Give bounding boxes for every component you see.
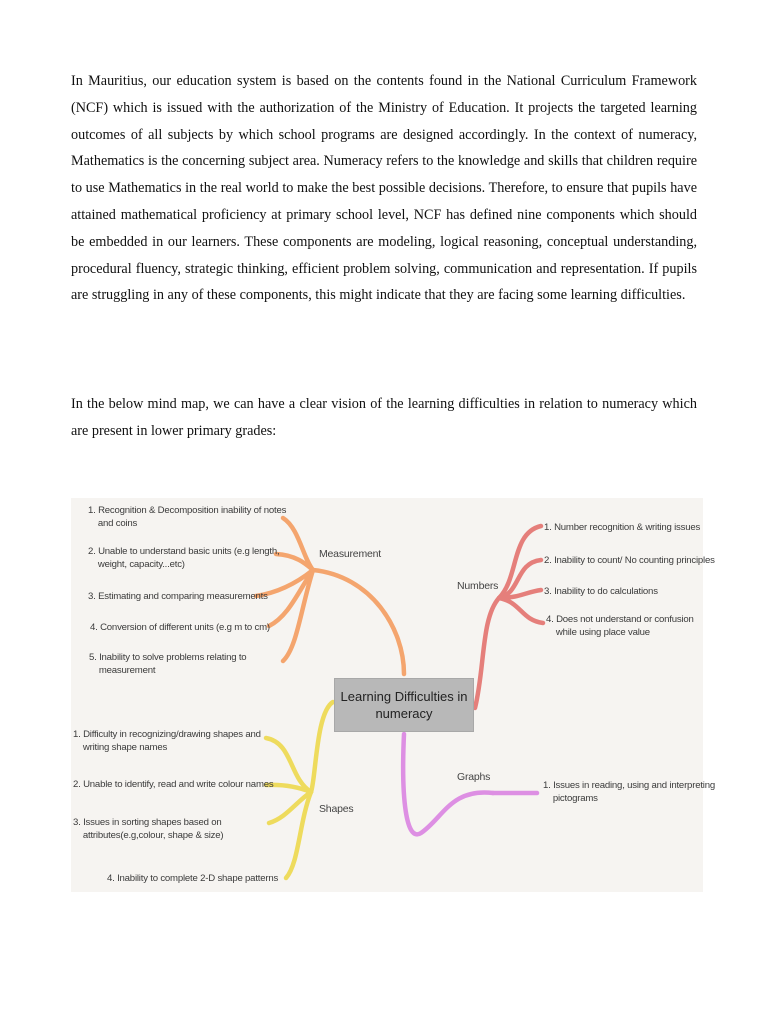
measurement-item-5: 5. Inability to solve problems relating to measurement	[89, 652, 247, 676]
shapes-item-1: 1. Difficulty in recognizing/drawing shapes and writing shape names	[73, 729, 261, 753]
mind-map-intro-paragraph: In the below mind map, we can have a clear vision of the learning difficulties in relation to numeracy which are present in lower primary grades:	[71, 396, 697, 439]
graphs-trunk	[403, 734, 493, 834]
measurement-item-4: 4. Conversion of different units (e.g m to cm)	[90, 622, 270, 633]
intro-paragraph: In Mauritius, our education system is based on the contents found in the National Curriculum Framework (NCF) which is issued with the authorization of the Ministry of Education. It projects the targeted learning outcomes of all subjects by which school programs are designed accordingly. In the context of numeracy, Mathematics is the concerning subject area. Numeracy refers to the knowledge and skills that children require to use Mathematics in the real world to make the best possible decisions. Therefore, to ensure that pupils have attained mathematical proficiency at primary school level, NCF has defined nine components which should be embedded in our learners. These components are modeling, logical reasoning, conceptual understanding, procedural fluency, strategic thinking, efficient problem solving, communication and representation. If pupils are struggling in any of these components, this might indicate that they are facing some learning difficulties.	[71, 73, 697, 304]
mind-map	[71, 498, 715, 892]
shapes-trunk	[311, 702, 333, 792]
numbers-item-2: 2. Inability to count/ No counting principles	[544, 555, 715, 566]
numbers-branch	[475, 526, 543, 708]
numbers-item-3: 3. Inability to do calculations	[544, 586, 658, 597]
numbers-trunk	[475, 598, 499, 708]
measurement-trunk	[313, 570, 404, 674]
graphs-item-1: 1. Issues in reading, using and interpreting pictograms	[543, 780, 715, 804]
measurement-item-3: 3. Estimating and comparing measurements	[88, 591, 268, 602]
center-node: Learning Difficulties in numeracy	[334, 678, 474, 732]
measurement-connector-1	[283, 518, 313, 570]
shapes-item-4: 4. Inability to complete 2-D shape patterns	[107, 873, 279, 884]
shapes-item-2: 2. Unable to identify, read and write colour names	[73, 779, 274, 790]
measurement-label: Measurement	[319, 548, 381, 560]
graphs-label: Graphs	[457, 771, 491, 783]
numbers-item-1: 1. Number recognition & writing issues	[544, 522, 701, 533]
shapes-item-3: 3. Issues in sorting shapes based on attributes(e.g,colour, shape & size)	[73, 817, 224, 841]
graphs-branch	[403, 734, 537, 834]
numbers-label: Numbers	[457, 580, 499, 592]
numbers-connector-4	[499, 598, 543, 623]
measurement-item-1: 1. Recognition & Decomposition inability of notes and coins	[88, 505, 287, 529]
shapes-branch	[266, 702, 333, 878]
measurement-connector-5	[283, 570, 313, 661]
measurement-branch	[256, 518, 404, 674]
shapes-label: Shapes	[319, 803, 354, 815]
numbers-item-4: 4. Does not understand or confusion while using place value	[546, 614, 694, 638]
measurement-item-2: 2. Unable to understand basic units (e.g length, weight, capacity...etc)	[88, 546, 280, 570]
